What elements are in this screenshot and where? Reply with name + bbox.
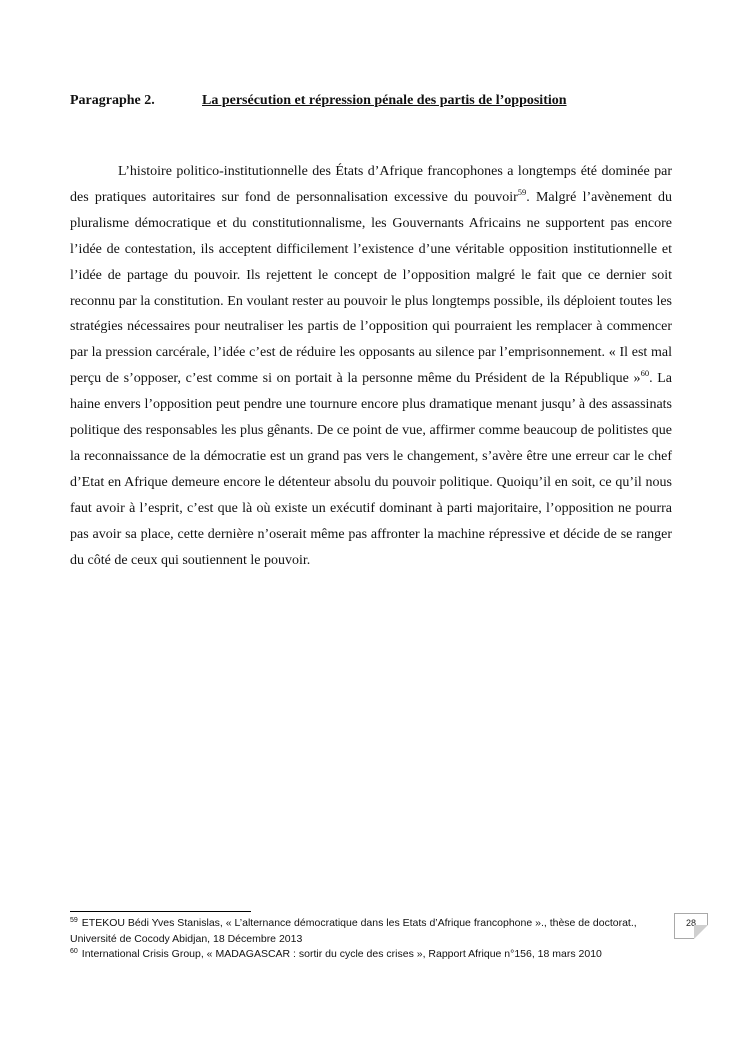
footnote-60 (70, 947, 662, 963)
section-number: Paragraphe 2. (70, 93, 155, 108)
section-title: La persécution et répression pénale des partis de l’opposition (202, 93, 567, 108)
body-text-part-1: L’histoire politico-institutionnelle des États d’Afrique francophones a longtemps été dominée par des pratiques autoritaires sur fond de personnalisation excessive du pouvoir (70, 164, 672, 205)
body-text-part-2: . Malgré l’avènement du pluralisme démocratique et du constitutionnalisme, les Gouvernants Africains ne supportent pas encore l’idée de contestation, ils acceptent difficilement l’existence d’une véritable opposition institutionnelle et l’idée de partage du pouvoir. Ils rejettent le concept de l’opposition malgré le fait que ce dernier soit reconnu par la constitution. En voulant rester au pouvoir le plus longtemps possible, ils déploient toutes les stratégies nécessaires pour neutraliser les partis de l’opposition qui pourraient les remplacer à commencer par la pression carcérale, l’idée c’est de réduire les opposants au silence par l’emprisonnement. « Il est mal perçu de s’opposer, c’est comme si on portait à la personne même du Président de la République » (70, 189, 673, 387)
body-paragraph (70, 159, 672, 574)
footnote-number: 59 (70, 917, 78, 924)
footnote-text: ETEKOU Bédi Yves Stanislas, « L’alternance démocratique dans les Etats d’Afrique francophone »., thèse de doctorat., Université de Cocody Abidjan, 18 Décembre 2013 (70, 917, 637, 945)
footnote-59 (70, 916, 662, 947)
footnote-ref-60[interactable]: 60 (640, 368, 650, 379)
footnotes (70, 916, 662, 963)
page-number: 28 (685, 918, 696, 928)
footnote-separator (70, 911, 251, 912)
footnote-text: International Crisis Group, « MADAGASCAR : sortir du cycle des crises », Rapport Afrique n°156, 18 mars 2010 (81, 948, 602, 960)
page-number-box (674, 913, 708, 939)
section-heading (70, 88, 672, 113)
footnote-ref-59[interactable]: 59 (517, 186, 527, 197)
body-text-part-3: . La haine envers l’opposition peut pendre une tournure encore plus dramatique menant jusqu’ à des assassinats politique des responsables les plus gênants. De ce point de vue, affirmer comme beaucoup de politistes que la reconnaissance de la démocratie est un grand pas vers le changement, s’avère être une erreur car le chef d’Etat en Afrique demeure encore le détenteur absolu du pouvoir politique. Quoiqu’il en soit, ce qu’il nous faut avoir à l’esprit, c’est que là où existe un exécutif dominant à parti majoritaire, l’opposition ne pourra pas avoir sa place, cette dernière n’oserait même pas affronter la machine répressive et décide de se ranger du côté de ceux qui soutiennent le pouvoir. (70, 371, 672, 568)
page-curl-icon (694, 925, 708, 939)
footnote-number: 60 (70, 948, 78, 955)
